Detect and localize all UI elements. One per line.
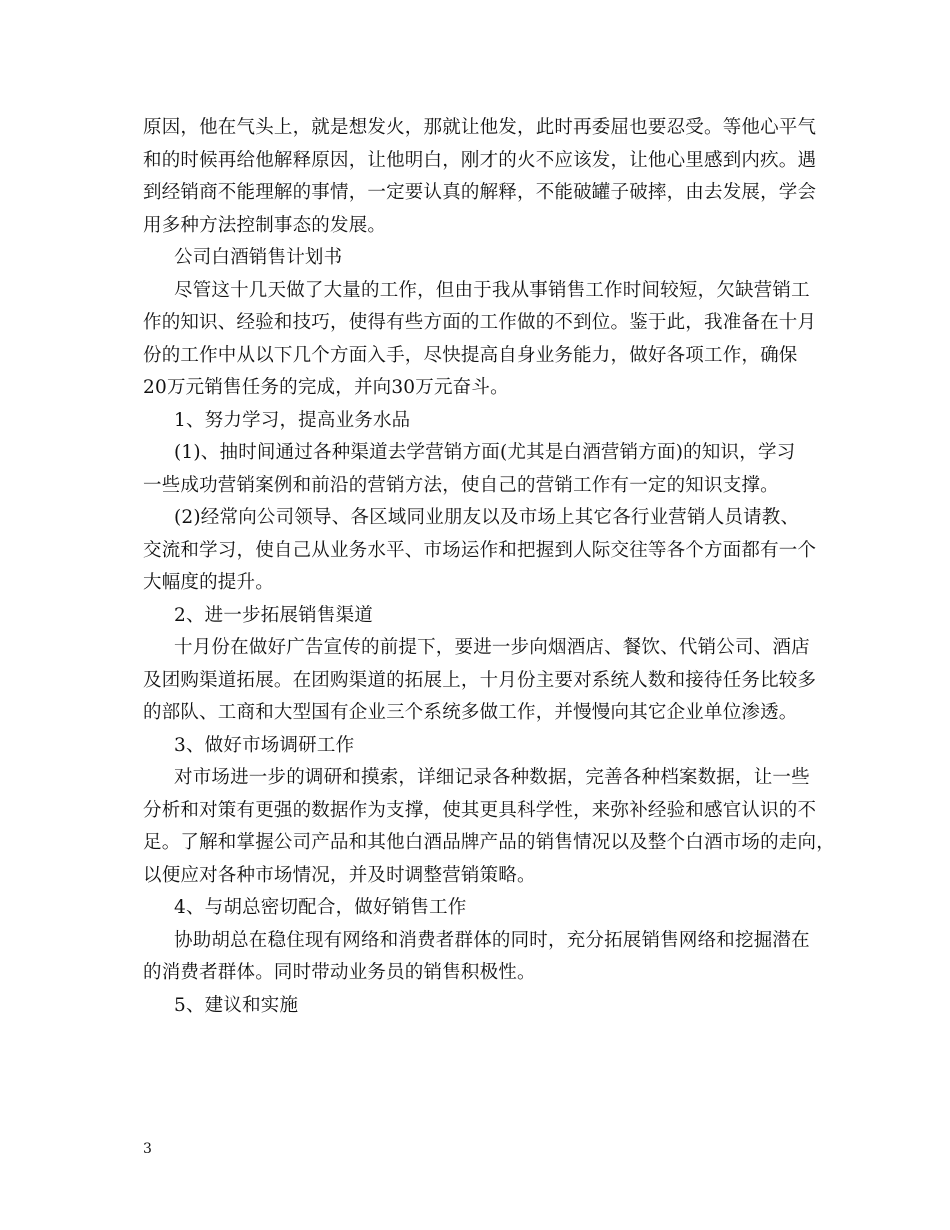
- paragraph-line: 协助胡总在稳住现有网络和消费者群体的同时，充分拓展销售网络和挖掘潜在: [174, 929, 810, 951]
- paragraph-line: 原因，他在气头上，就是想发火，那就让他发，此时再委屈也要忍受。等他心平气: [143, 117, 817, 138]
- paragraph-line: 十月份在做好广告宣传的前提下，要进一步向烟酒店、餐饮、代销公司、酒店: [174, 637, 810, 658]
- paragraph-line: 的消费者群体。同时带动业务员的销售积极性。: [143, 962, 536, 983]
- paragraph-line: 用多种方法控制事态的发展。: [143, 214, 387, 236]
- paragraph-line: 尽管这十几天做了大量的工作，但由于我从事销售工作时间较短，欠缺营销工: [174, 279, 810, 301]
- paragraph-line: 及团购渠道拓展。在团购渠道的拓展上，十月份主要对系统人数和接待任务比较多: [143, 669, 817, 691]
- page-number: 3: [143, 1141, 152, 1157]
- paragraph-line: (1)、抽时间通过各种渠道去学营销方面(尤其是白酒营销方面)的知识，学习: [174, 442, 796, 463]
- paragraph-line: 20万元销售任务的完成，并向30万元奋斗。: [143, 377, 509, 398]
- paragraph-line: 足。了解和掌握公司产品和其他白酒品牌产品的销售情况以及整个白酒市场的走向，: [143, 832, 835, 853]
- section-heading: 1、努力学习，提高业务水品: [174, 409, 411, 431]
- document-body: [143, 112, 835, 1022]
- paragraph-line: (2)经常向公司领导、各区域同业朋友以及市场上其它各行业营销人员请教、: [174, 507, 800, 528]
- section-heading: 2、进一步拓展销售渠道: [174, 604, 373, 626]
- paragraph-line: 大幅度的提升。: [143, 572, 274, 593]
- paragraph-line: 份的工作中从以下几个方面入手，尽快提高自身业务能力，做好各项工作，确保: [143, 344, 798, 366]
- section-title: 公司白酒销售计划书: [174, 247, 343, 268]
- paragraph-line: 对市场进一步的调研和摸索，详细记录各种数据，完善各种档案数据，让一些: [174, 767, 810, 788]
- paragraph-line: 和的时候再给他解释原因，让他明白，刚才的火不应该发，让他心里感到内疚。遇: [143, 149, 817, 171]
- paragraph-line: 分析和对策有更强的数据作为支撑，使其更具科学性，来弥补经验和感官认识的不: [143, 799, 817, 821]
- paragraph-line: 到经销商不能理解的事情，一定要认真的解释，不能破罐子破摔，由去发展，学会: [143, 182, 817, 203]
- paragraph-line: 一些成功营销案例和前沿的营销方法，使自己的营销工作有一定的知识支撑。: [143, 474, 779, 496]
- paragraph-line: 作的知识、经验和技巧，使得有些方面的工作做的不到位。鉴于此，我准备在十月: [143, 312, 817, 333]
- section-heading: 4、与胡总密切配合，做好销售工作: [174, 897, 467, 918]
- section-heading: 5、建议和实施: [174, 994, 299, 1016]
- paragraph-line: 的部队、工商和大型国有企业三个系统多做工作，并慢慢向其它企业单位渗透。: [143, 702, 798, 723]
- section-heading: 3、做好市场调研工作: [174, 734, 355, 756]
- paragraph-line: 以便应对各种市场情况，并及时调整营销策略。: [143, 864, 536, 886]
- paragraph-line: 交流和学习，使自己从业务水平、市场运作和把握到人际交往等各个方面都有一个: [143, 539, 817, 561]
